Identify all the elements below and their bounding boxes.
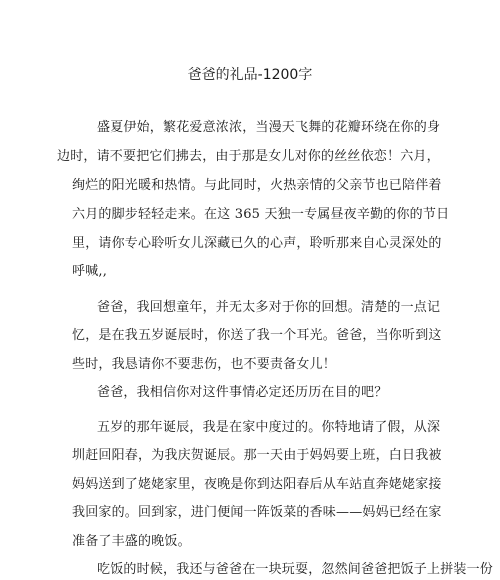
paragraph-line: 盛夏伊始，繁花爱意浓浓，当漫天飞舞的花瓣环绕在你的身: [97, 120, 441, 135]
paragraph-line: 爸爸，我回想童年，并无太多对于你的回想。清楚的一点记: [97, 300, 441, 315]
paragraph-line: 我回家的。回到家，进门便闻一阵饭菜的香味——妈妈已经在家: [72, 505, 442, 520]
paragraph-line: 些时，我恳请你不要悲伤，也不要责备女儿！: [72, 357, 337, 372]
paragraph-line: 圳赶回阳春，为我庆贺诞辰。那一天由于妈妈要上班，白日我被: [72, 448, 442, 463]
paragraph-line: 里，请你专心聆听女儿深藏已久的心声，聆听那来自心灵深处的: [72, 236, 442, 251]
paragraph-line: 爸爸，我相信你对这件事情必定还历历在目的吧？: [97, 385, 388, 400]
paragraph-line: 边时，请不要把它们拂去，由于那是女儿对你的丝丝依恋！六月，: [57, 149, 440, 164]
paragraph-line-cut: 吃饭的时候，我还与爸爸在一块玩耍，忽然间爸爸把饭子上拼装一份: [97, 562, 494, 577]
paragraph-line: 五岁的那年诞辰，我是在家中度过的。你特地请了假，从深: [97, 420, 441, 435]
paragraph-line: 忆，是在我五岁诞辰时，你送了我一个耳光。爸爸，当你听到这: [72, 328, 442, 343]
paragraph-line: 六月的脚步轻轻走来。在这 365 天独一专属昼夜辛勤的你的节日: [72, 207, 450, 222]
paragraph-line: 准备了丰盛的晚饭。: [72, 534, 191, 549]
document-title: 爸爸的礼品-1200字: [187, 67, 313, 83]
paragraph-line: 绚烂的阳光暖和热情。与此同时，火热亲情的父亲节也已陪伴着: [72, 178, 442, 193]
paragraph-line: 妈妈送到了姥姥家里，夜晚是你到达阳春后从车站直奔姥姥家接: [72, 477, 442, 492]
paragraph-line: 呼喊,,: [72, 264, 108, 279]
